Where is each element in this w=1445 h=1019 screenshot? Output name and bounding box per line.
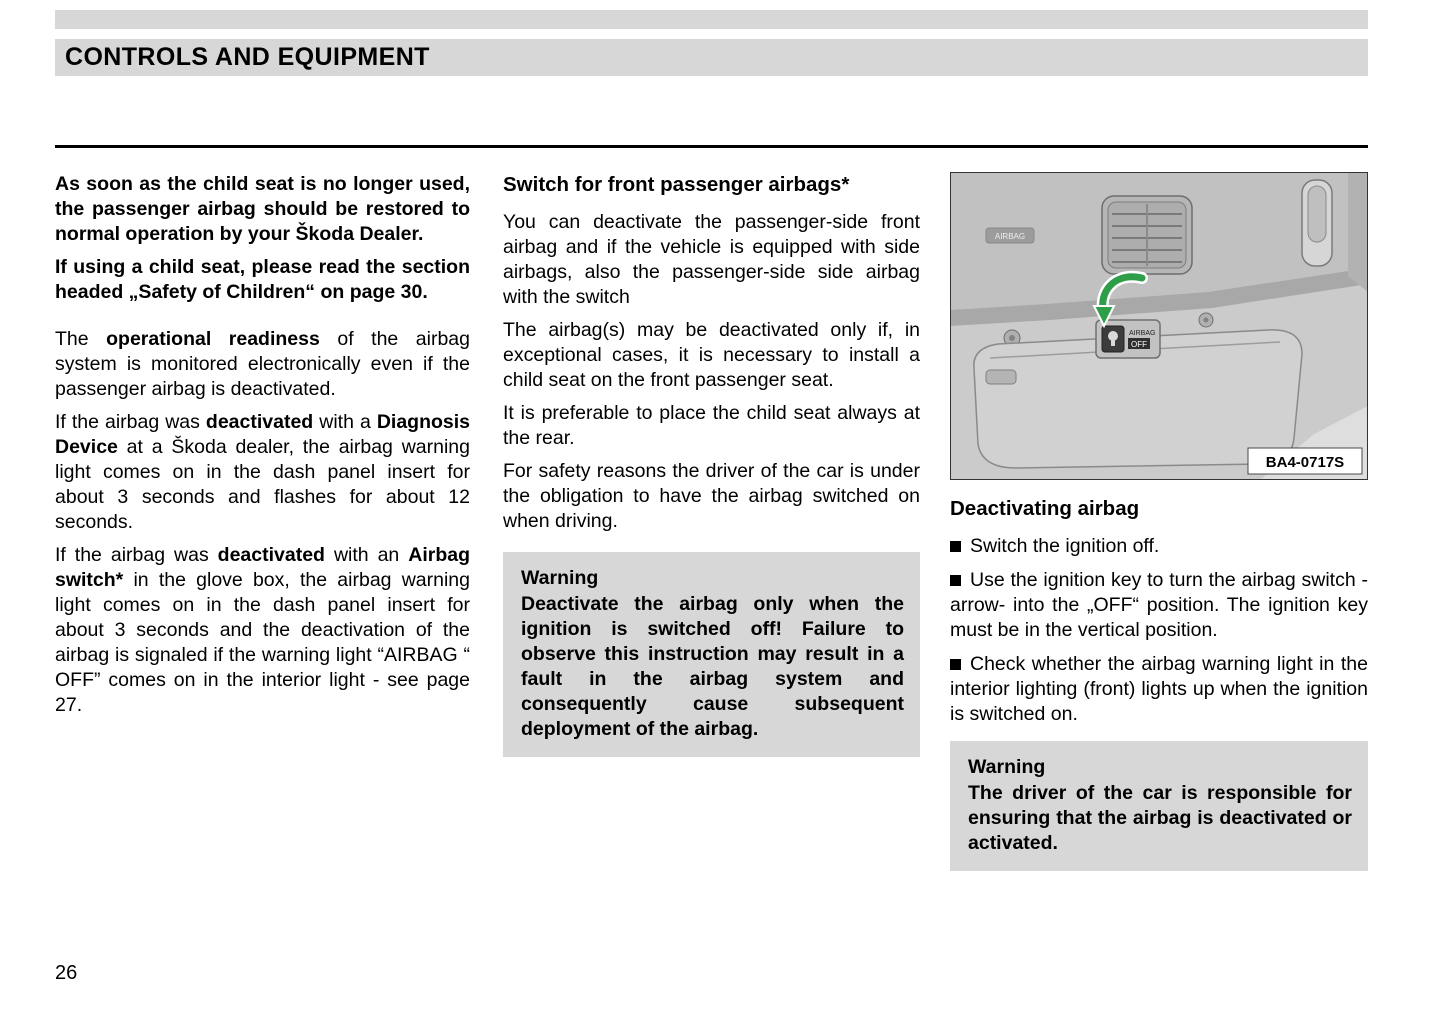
paragraph-diagnosis-device [55, 410, 470, 535]
text-segment: The [55, 328, 107, 350]
column-middle [503, 172, 920, 757]
top-decorative-strip [55, 10, 1368, 29]
section-heading-switch: Switch for front passenger airbags* [503, 173, 850, 196]
airbag-badge [986, 228, 1034, 243]
figure-code-label [1248, 448, 1362, 474]
switch-label-off: OFF [1131, 340, 1147, 349]
text-segment: If the airbag was [55, 411, 206, 433]
text-segment-bold: deactivated [205, 411, 314, 433]
warning-body: The driver of the car is responsible for ensuring that the airbag is deactivated or activated. [968, 782, 1352, 854]
text-segment: with an [324, 544, 409, 566]
bullet-square-icon [950, 659, 961, 670]
bullet-use-ignition-key [950, 568, 1368, 643]
paragraph-operational-readiness [55, 327, 470, 402]
text-segment: at a Škoda dealer, the airbag warning light comes on in the dash panel insert for about 3 seconds and flashes for about 12 seconds. [55, 436, 470, 533]
air-vent [1102, 196, 1192, 274]
bullet-text: Switch the ignition off. [970, 535, 1160, 557]
dashboard-illustration [950, 172, 1368, 480]
header-divider-rule [55, 145, 1368, 148]
bullet-text: Check whether the airbag warning light in the interior lighting (front) lights up when the ignition is switched on. [950, 653, 1368, 725]
warning-box-ignition [503, 552, 920, 757]
switch-label-airbag: AIRBAG [1129, 330, 1156, 337]
text-segment-bold: Airbag switch* [55, 544, 470, 591]
airbag-key-switch [1096, 320, 1160, 358]
section-heading-deactivating: Deactivating airbag [950, 497, 1140, 520]
paragraph-deactivate-conditions: The airbag(s) may be deactivated only if, in exceptional cases, it is necessary to install a child seat on the front passenger seat. [503, 319, 920, 391]
column-right [950, 172, 1368, 871]
paragraph-child-seat-restore: As soon as the child seat is no longer used, the passenger airbag should be restored to normal operation by your Škoda Dealer. [55, 173, 470, 245]
column-left [55, 172, 470, 726]
warning-body: Deactivate the airbag only when the ignition is switched off! Failure to observe this instruction may result in a fault in the airbag system and consequently cause subsequent deployment of the airbag. [521, 593, 904, 740]
warning-title: Warning [968, 756, 1046, 778]
glove-box-latch [986, 370, 1016, 384]
dashboard-illustration-svg [950, 172, 1368, 480]
bullet-check-warning-light [950, 652, 1368, 727]
door-handle [1302, 180, 1332, 266]
figure-code-text: BA4-0717S [1265, 454, 1345, 471]
bullet-switch-ignition-off [950, 534, 1368, 559]
bullet-square-icon [950, 541, 961, 552]
paragraph-child-seat-rear: It is preferable to place the child seat always at the rear. [503, 402, 920, 449]
page-number: 26 [55, 962, 78, 984]
bullet-square-icon [950, 575, 961, 586]
text-segment: with a [313, 411, 377, 433]
chapter-header-bar [55, 39, 1368, 76]
paragraph-deactivate-description: You can deactivate the passenger-side front airbag and if the vehicle is equipped with side airbags, also the passenger-side side airbag with the switch [503, 211, 920, 308]
bullet-text: Use the ignition key to turn the airbag switch -arrow- into the „OFF“ position. The ignition key must be in the vertical position. [950, 569, 1368, 641]
warning-box-responsibility [950, 741, 1368, 871]
chapter-title: CONTROLS AND EQUIPMENT [65, 43, 430, 71]
text-segment: in the glove box, the airbag warning light comes on in the dash panel insert for about 3 seconds and the deactivation of the airbag is signaled if the warning light “AIRBAG “ OFF” comes on in the interior light - see page 27. [55, 569, 470, 716]
warning-title: Warning [521, 567, 599, 589]
text-segment: If the airbag was [55, 544, 218, 566]
text-segment: of the airbag system is monitored electronically even if the passenger airbag is deactivated. [55, 328, 470, 400]
text-segment-bold: Diagnosis Device [55, 411, 471, 458]
paragraph-airbag-switch [55, 543, 470, 718]
paragraph-driver-obligation: For safety reasons the driver of the car is under the obligation to have the airbag switched on when driving. [503, 460, 920, 532]
paragraph-safety-of-children: If using a child seat, please read the section headed „Safety of Children“ on page 30. [55, 256, 470, 303]
text-segment-bold: deactivated [217, 544, 325, 566]
text-segment-bold: operational readiness [106, 328, 320, 350]
airbag-badge-label: AIRBAG [994, 232, 1026, 241]
